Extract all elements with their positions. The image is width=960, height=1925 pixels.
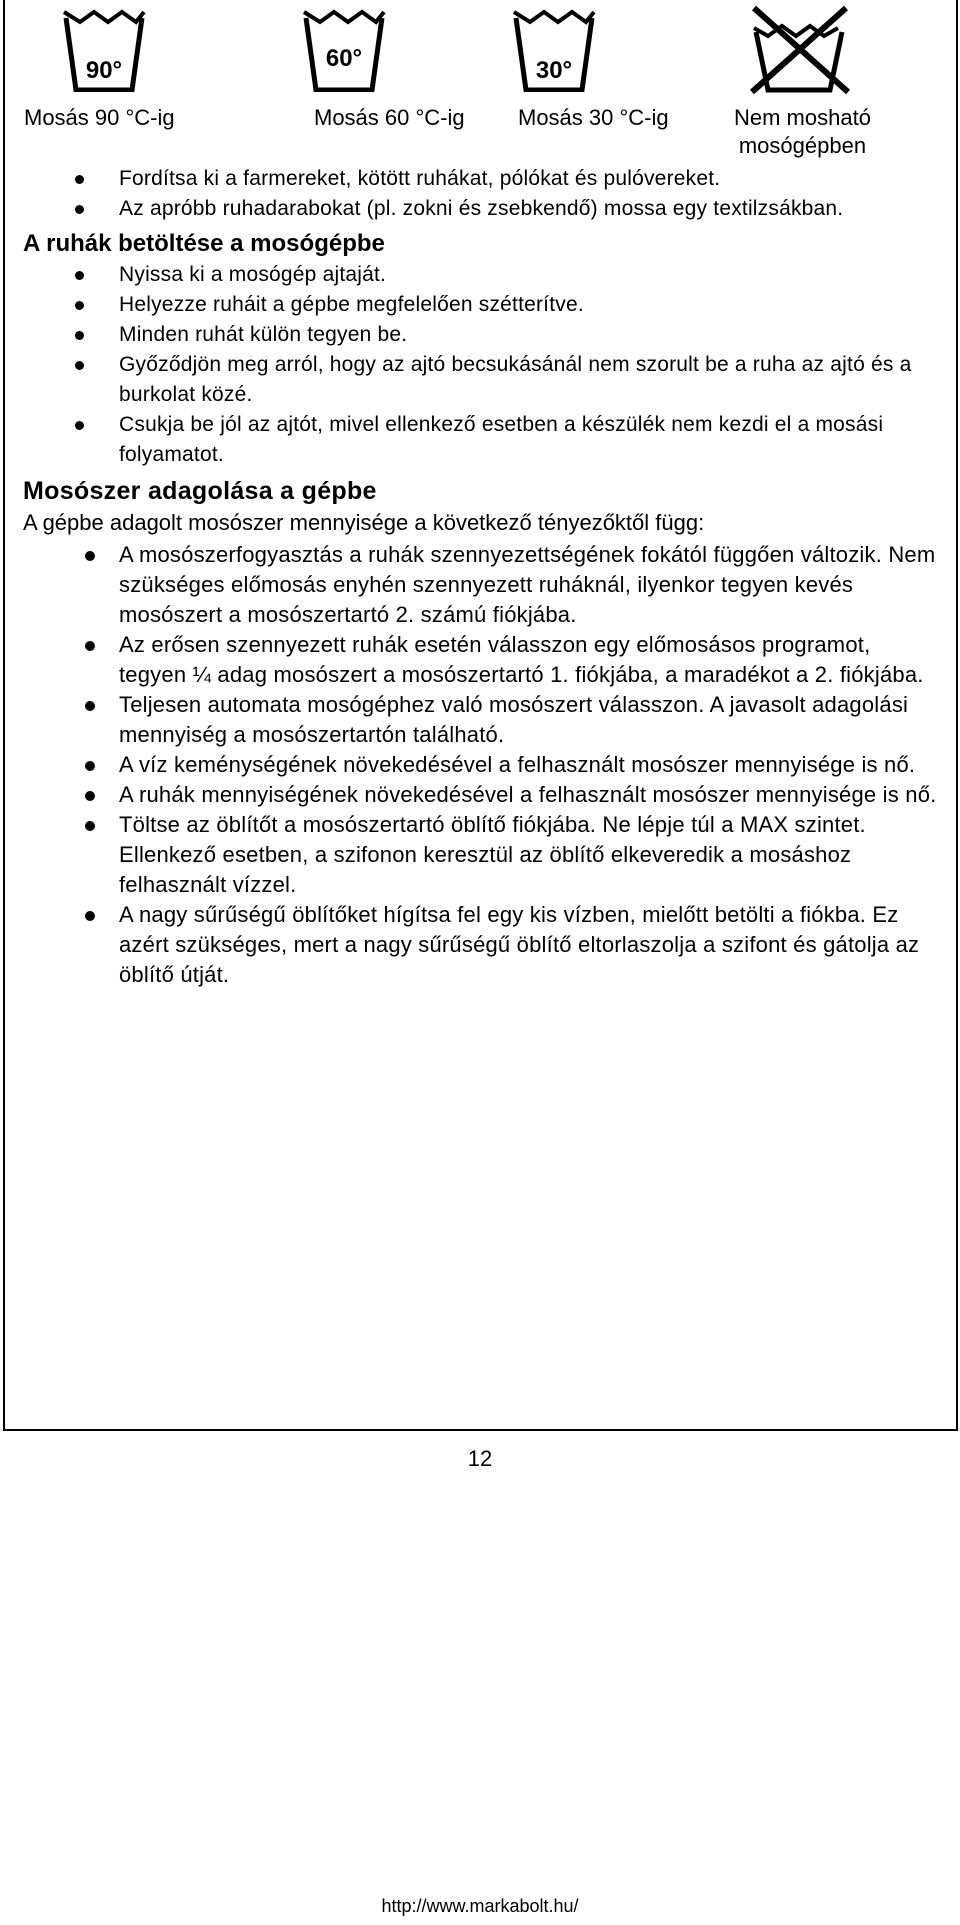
no-wash-label-line2: mosógépben	[738, 133, 867, 158]
list-item: A mosószerfogyasztás a ruhák szennyezettségének fokától függően változik. Nem szükséges előmosás enyhén szennyezett ruháknál, ilyenkor tegyen kevés mosószert a mosószertartó 2. számú fiókjába.	[23, 540, 943, 630]
care-symbols	[0, 0, 960, 158]
list-item: Fordítsa ki a farmereket, kötött ruhákat, pólókat és pulóvereket.	[23, 164, 943, 194]
loading-heading: A ruhák betöltése a mosógépbe	[23, 230, 385, 257]
wash-30-icon	[512, 6, 596, 92]
no-wash-icon	[750, 6, 850, 94]
list-item: A ruhák mennyiségének növekedésével a felhasznált mosószer mennyisége is nő.	[23, 780, 943, 810]
detergent-heading: Mosószer adagolása a gépbe	[23, 477, 377, 505]
list-item: A víz keménységének növekedésével a felhasznált mosószer mennyisége is nő.	[23, 750, 943, 780]
list-item: Minden ruhát külön tegyen be.	[23, 320, 943, 350]
list-item: Nyissa ki a mosógép ajtaját.	[23, 260, 943, 290]
wash-60-temp: 60°	[325, 45, 363, 72]
no-wash-label-line1: Nem mosható	[734, 105, 871, 130]
wash-60-label: Mosás 60 °C-ig	[314, 105, 465, 130]
no-wash-label	[734, 104, 871, 160]
list-item: Győződjön meg arról, hogy az ajtó becsukásánál nem szorult be a ruha az ajtó és a burkolat közé.	[23, 350, 943, 410]
list-item: Az erősen szennyezett ruhák esetén válasszon egy előmosásos programot, tegyen ¼ adag mosószert a mosószertartó 1. fiókjába, a maradékot a 2. fiókjába.	[23, 630, 943, 690]
list-item: Csukja be jól az ajtót, mivel ellenkező esetben a készülék nem kezdi el a mosási folyamatot.	[23, 410, 943, 470]
wash-90-temp: 90°	[85, 57, 123, 84]
list-item: Helyezze ruháit a gépbe megfelelően szétterítve.	[23, 290, 943, 320]
page-number: 12	[467, 1446, 493, 1471]
wash-90-label: Mosás 90 °C-ig	[24, 105, 175, 130]
footer-url[interactable]: http://www.markabolt.hu/	[381, 1896, 579, 1916]
list-item: Töltse az öblítőt a mosószertartó öblítő fiókjába. Ne lépje túl a MAX szintet. Ellenkező esetben, a szifonon keresztül az öblítő elkeveredik a mosáshoz felhasznált vízzel.	[23, 810, 943, 900]
list-item: A nagy sűrűségű öblítőket hígítsa fel egy kis vízben, mielőtt betölti a fiókba. Ez azért szükséges, mert a nagy sűrűségű öblítő eltorlaszolja a szifont és gátolja az öblítő útját.	[23, 900, 943, 990]
wash-30-temp: 30°	[535, 57, 573, 84]
detergent-list	[23, 540, 943, 990]
list-item: Az apróbb ruhadarabokat (pl. zokni és zsebkendő) mossa egy textilzsákban.	[23, 194, 943, 224]
wash-30-label: Mosás 30 °C-ig	[518, 105, 669, 130]
list-item: Teljesen automata mosógéphez való mosószert válasszon. A javasolt adagolási mennyiség a mosószertartón található.	[23, 690, 943, 750]
main-content	[23, 164, 943, 990]
loading-list	[23, 260, 943, 470]
detergent-intro: A gépbe adagolt mosószer mennyisége a következő tényezőktől függ:	[23, 510, 705, 535]
wash-90-icon	[62, 6, 146, 92]
prep-list	[23, 164, 943, 224]
wash-60-icon	[302, 6, 386, 92]
